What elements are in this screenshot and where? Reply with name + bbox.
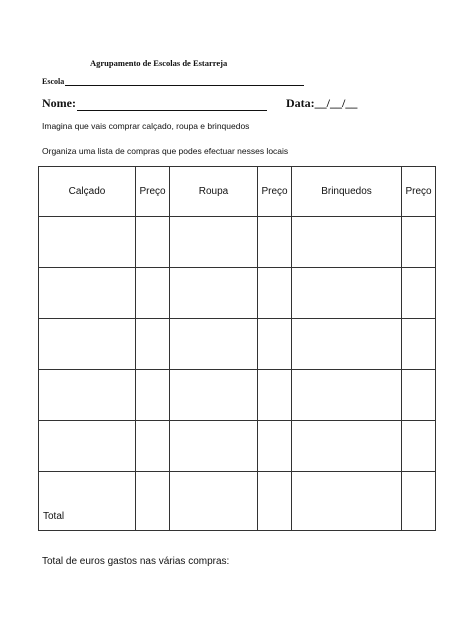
date-field: Data:__/__/__ [286, 96, 358, 110]
table-cell [170, 319, 258, 370]
table-cell [170, 268, 258, 319]
table-cell [136, 217, 170, 268]
table-cell [292, 370, 402, 421]
table-cell [292, 319, 402, 370]
table-cell [258, 472, 292, 531]
table-cell [402, 370, 436, 421]
table-row [39, 421, 436, 472]
table-cell [292, 472, 402, 531]
table-cell [170, 370, 258, 421]
header-roupa: Roupa [170, 167, 258, 217]
table-cell [292, 268, 402, 319]
header-preco-2: Preço [258, 167, 292, 217]
table-cell [136, 421, 170, 472]
table-cell [170, 217, 258, 268]
table-cell [136, 268, 170, 319]
nome-blank [77, 99, 267, 111]
table-row [39, 370, 436, 421]
total-row [39, 472, 436, 531]
instruction-2: Organiza uma lista de compras que podes efectuar nesses locais [42, 146, 289, 156]
table-cell [402, 217, 436, 268]
table-row [39, 319, 436, 370]
table-cell [170, 472, 258, 531]
table-cell [258, 319, 292, 370]
total-label: Total [39, 472, 136, 531]
table-cell [402, 421, 436, 472]
table-cell [258, 370, 292, 421]
escola-label: Escola [42, 77, 65, 86]
table-header-row [39, 167, 436, 217]
shopping-table [38, 166, 436, 531]
table-cell [136, 370, 170, 421]
table-cell [258, 217, 292, 268]
header-brinquedos: Brinquedos [292, 167, 402, 217]
table-row [39, 217, 436, 268]
table-cell [39, 268, 136, 319]
escola-line [42, 77, 304, 86]
table-row [39, 268, 436, 319]
header-preco-1: Preço [136, 167, 170, 217]
table-cell [292, 421, 402, 472]
table-cell [39, 421, 136, 472]
table-cell [258, 268, 292, 319]
table-cell [258, 421, 292, 472]
table-cell [39, 370, 136, 421]
table-cell [292, 217, 402, 268]
total-spent-label: Total de euros gastos nas várias compras: [42, 556, 230, 567]
escola-blank [65, 77, 304, 86]
table-cell [402, 472, 436, 531]
table-cell [402, 319, 436, 370]
school-name: Agrupamento de Escolas de Estarreja [90, 58, 228, 68]
table-cell [39, 217, 136, 268]
nome-label: Nome: [42, 96, 76, 110]
instruction-1: Imagina que vais comprar calçado, roupa e brinquedos [42, 121, 250, 131]
table-cell [39, 319, 136, 370]
nome-line [42, 96, 267, 111]
table-cell [136, 319, 170, 370]
table-cell [136, 472, 170, 531]
table-cell [170, 421, 258, 472]
table-cell [402, 268, 436, 319]
header-calcado: Calçado [39, 167, 136, 217]
header-preco-3: Preço [402, 167, 436, 217]
